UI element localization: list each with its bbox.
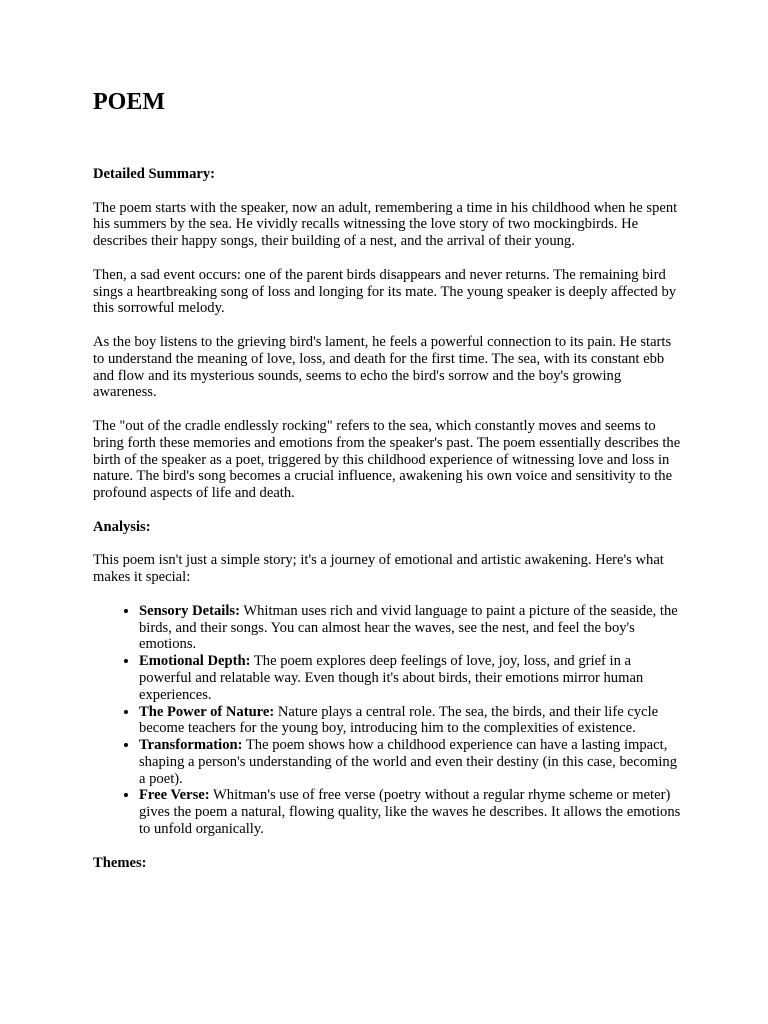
analysis-term: Emotional Depth: [139, 653, 251, 670]
summary-paragraph-3: As the boy listens to the grieving bird's lament, he feels a powerful connection to its pain. He starts to understand the meaning of love, loss, and death for the first time. The sea, with its constant ebb and flow and its mysterious sounds, seems to echo the bird's sorrow and the boy's growing awareness. [93, 333, 672, 401]
analysis-item-sensory-details [139, 603, 683, 653]
summary-paragraph-4: The "out of the cradle endlessly rocking" refers to the sea, which constantly moves and seems to bring forth these memories and emotions from the speaker's past. The poem essentially describes the birth of the speaker as a poet, triggered by this childhood experience of witnessing love and loss in nature. The bird's song becomes a crucial influence, awakening his own voice and sensitivity to the profound aspects of life and death. [93, 417, 681, 502]
analysis-list [93, 603, 683, 838]
analysis-item-transformation [139, 737, 683, 787]
analysis-term: Free Verse: [139, 787, 210, 804]
analysis-intro: This poem isn't just a simple story; it's a journey of emotional and artistic awakening. Here's what makes it special: [93, 552, 664, 586]
analysis-heading: Analysis: [93, 518, 151, 535]
analysis-text: The poem shows how a childhood experience can have a lasting impact, shaping a person's understanding of the world and even their destiny (in this case, becoming a poet). [139, 737, 678, 787]
page-title: POEM [93, 89, 165, 115]
analysis-text: Nature plays a central role. The sea, the birds, and their life cycle become teachers for the young boy, introducing him to the complexities of existence. [139, 703, 659, 737]
summary-paragraph-2: Then, a sad event occurs: one of the parent birds disappears and never returns. The remaining bird sings a heartbreaking song of loss and longing for its mate. The young speaker is deeply affected by this sorrowful melody. [93, 266, 677, 317]
analysis-term: Sensory Details: [139, 602, 240, 619]
analysis-term: Transformation: [139, 737, 243, 754]
analysis-item-free-verse [139, 787, 683, 837]
analysis-text: Whitman's use of free verse (poetry without a regular rhyme scheme or meter) gives the poem a natural, flowing quality, like the waves he describes. It allows the emotions to unfold organically. [139, 787, 681, 838]
summary-paragraph-1: The poem starts with the speaker, now an adult, remembering a time in his childhood when he spent his summers by the sea. He vividly recalls witnessing the love story of two mockingbirds. He describes their happy songs, their building of a nest, and the arrival of their young. [93, 199, 678, 250]
analysis-item-power-of-nature [139, 704, 683, 738]
analysis-term: The Power of Nature: [139, 703, 275, 720]
summary-heading: Detailed Summary: [93, 166, 216, 182]
analysis-text: The poem explores deep feelings of love, joy, loss, and grief in a powerful and relatable way. Even though it's about birds, their emotions mirror human experiences. [139, 653, 644, 703]
themes-heading: Themes: [93, 854, 147, 871]
analysis-item-emotional-depth [139, 653, 683, 703]
analysis-text: Whitman uses rich and vivid language to paint a picture of the seaside, the birds, and their songs. You can almost hear the waves, see the nest, and feel the boy's emotions. [139, 602, 678, 653]
document-body [93, 166, 683, 888]
